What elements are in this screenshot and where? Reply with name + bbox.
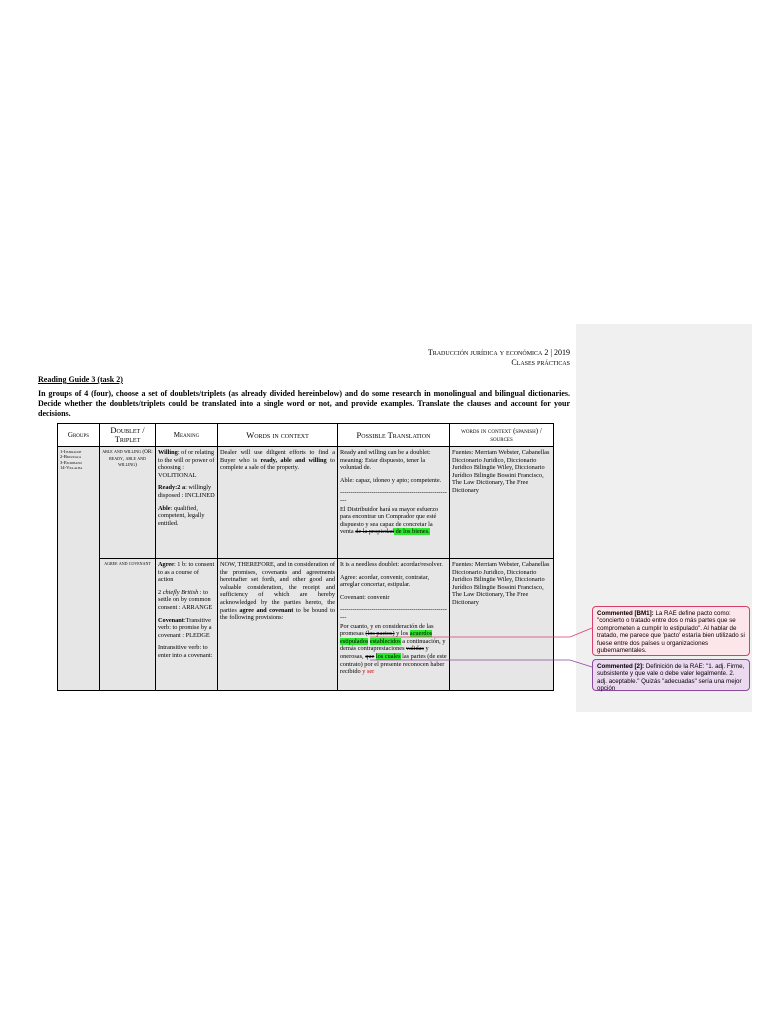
header-meaning: Meaning xyxy=(156,424,218,447)
sources-cell: Fuentes: Merriam Webster, Cabanellas Diccionario Juridico, Diccionario Juridico Bilingüe Wiley, Diccionario Jurídico Bilingüe Bossini Francisco, The Law Dictionary, The Free Dictionary xyxy=(450,447,554,559)
header-groups: Groups xyxy=(58,424,100,447)
comment-balloon[interactable] xyxy=(592,659,750,691)
header-doublet: Doublet / Triplet xyxy=(100,424,156,447)
header-possible-translation: Possible Translation xyxy=(338,424,450,447)
comment-text: La RAE define pacto como: "concierto o tratado entre dos o más partes que se comprometen a cumplir lo estipulado". Al hablar de tratado, me parece que 'pacto' estaría bien utilizado si fuese entre dos países u organizaciones gubernamentales. xyxy=(597,610,745,655)
comment-author: Commented [2]: xyxy=(597,663,645,670)
header-words-in-context: Words in context xyxy=(218,424,338,447)
header-sources: words in context (spanish) / sources xyxy=(450,424,554,447)
sources-cell: Fuentes: Merriam Webster, Cabanellas Diccionario Juridico, Diccionario Juridico Bilingüe Wiley, Diccionario Jurídico Bilingüe Bossini Francisco, The Law Dictionary, The Free Dictionary xyxy=(450,559,554,691)
comment-balloon[interactable] xyxy=(592,606,750,656)
group-member: 1-Iturralde xyxy=(60,449,82,454)
group-member: 2-Bruzzaca xyxy=(60,454,82,460)
comment-connector-1 xyxy=(370,628,592,637)
context-cell: NOW, THEREFORE, and in consideration of the promises, covenants and agreements hereinafter set forth, and other good and valuable consideration, the receipt and sufficiency of which are hereby acknowledged by the parties hereto, the parties agree and covenant to be bound to the following provisions: xyxy=(218,559,338,691)
comment-connector-2 xyxy=(370,660,592,667)
translation-cell: Ready and willing can be a doublet: meaning: Estar dispuesto, tener la voluntad de. Able: capaz, idoneo y apto; competente. ------------------------------------------------------ El Distribuidor hará su mayor esfuerzo para encontrar un Comprador que esté dispuesto y sea capaz de concretar la venta de la propiedad de los bienes. xyxy=(338,447,450,559)
group-member: 3-Escribano xyxy=(60,459,82,465)
comment-author: Commented [BM1]: xyxy=(597,610,654,617)
context-cell: Dealer will use diligent efforts to find a Buyer who is ready, able and willing to complete a sale of the property. xyxy=(218,447,338,559)
guide-title: Reading Guide 3 (task 2) xyxy=(38,375,123,384)
meaning-cell: Willing: of or relating to the will or power of choosing : VOLITIONAL Ready:2 a: willingly disposed : INCLINED Able: qualified, competent, legally entitled. xyxy=(156,447,218,559)
comment-text: Definición de la RAE: "1. adj. Firme, subsistente y que vale o debe valer legalmente. 2. adj. aceptable." Quizás "adecuadas" sería una mejor opción xyxy=(597,663,745,693)
translation-cell: It is a needless doublet: acordar/resolver. Agree: acordar, convenir, contratar, arreglar concertar, estipular. Covenant: convenir ------------------------------------------------------ Por cuanto, y en consideración de las promesas (los pactos) y los acuerdos estipulados establecidos a continuación, y demás contraprestaciones validas y onerosas, que los cuales las partes (de este contrato) por el presente reconocen haber recibido y ser xyxy=(338,559,450,691)
instructions: In groups of 4 (four), choose a set of doublets/triplets (as already divided hereinbelow) and do some research in monolingual and bilingual dictionaries. Decide whether the doublets/triplets could be translated into a single word or not, and provide examples. Translate the clauses and account for your decisions. xyxy=(38,389,570,418)
group-member: 14-Villalba xyxy=(60,465,83,471)
header-section: Clases prácticas xyxy=(511,358,570,367)
meaning-cell: Agree: 1 b: to consent to as a course of action 2 chiefly British : to settle on by common consent : ARRANGE Covenant:Transitive verb: to promise by a covenant : PLEDGE Intransitive verb: to enter into a covenant: xyxy=(156,559,218,691)
doublet-cell: able and willing (OR: ready, able and willing) xyxy=(100,447,156,559)
header-course: Traducción jurídica y económica 2 | 2019 xyxy=(427,348,570,357)
doublet-cell: agree and covenant xyxy=(100,559,156,691)
